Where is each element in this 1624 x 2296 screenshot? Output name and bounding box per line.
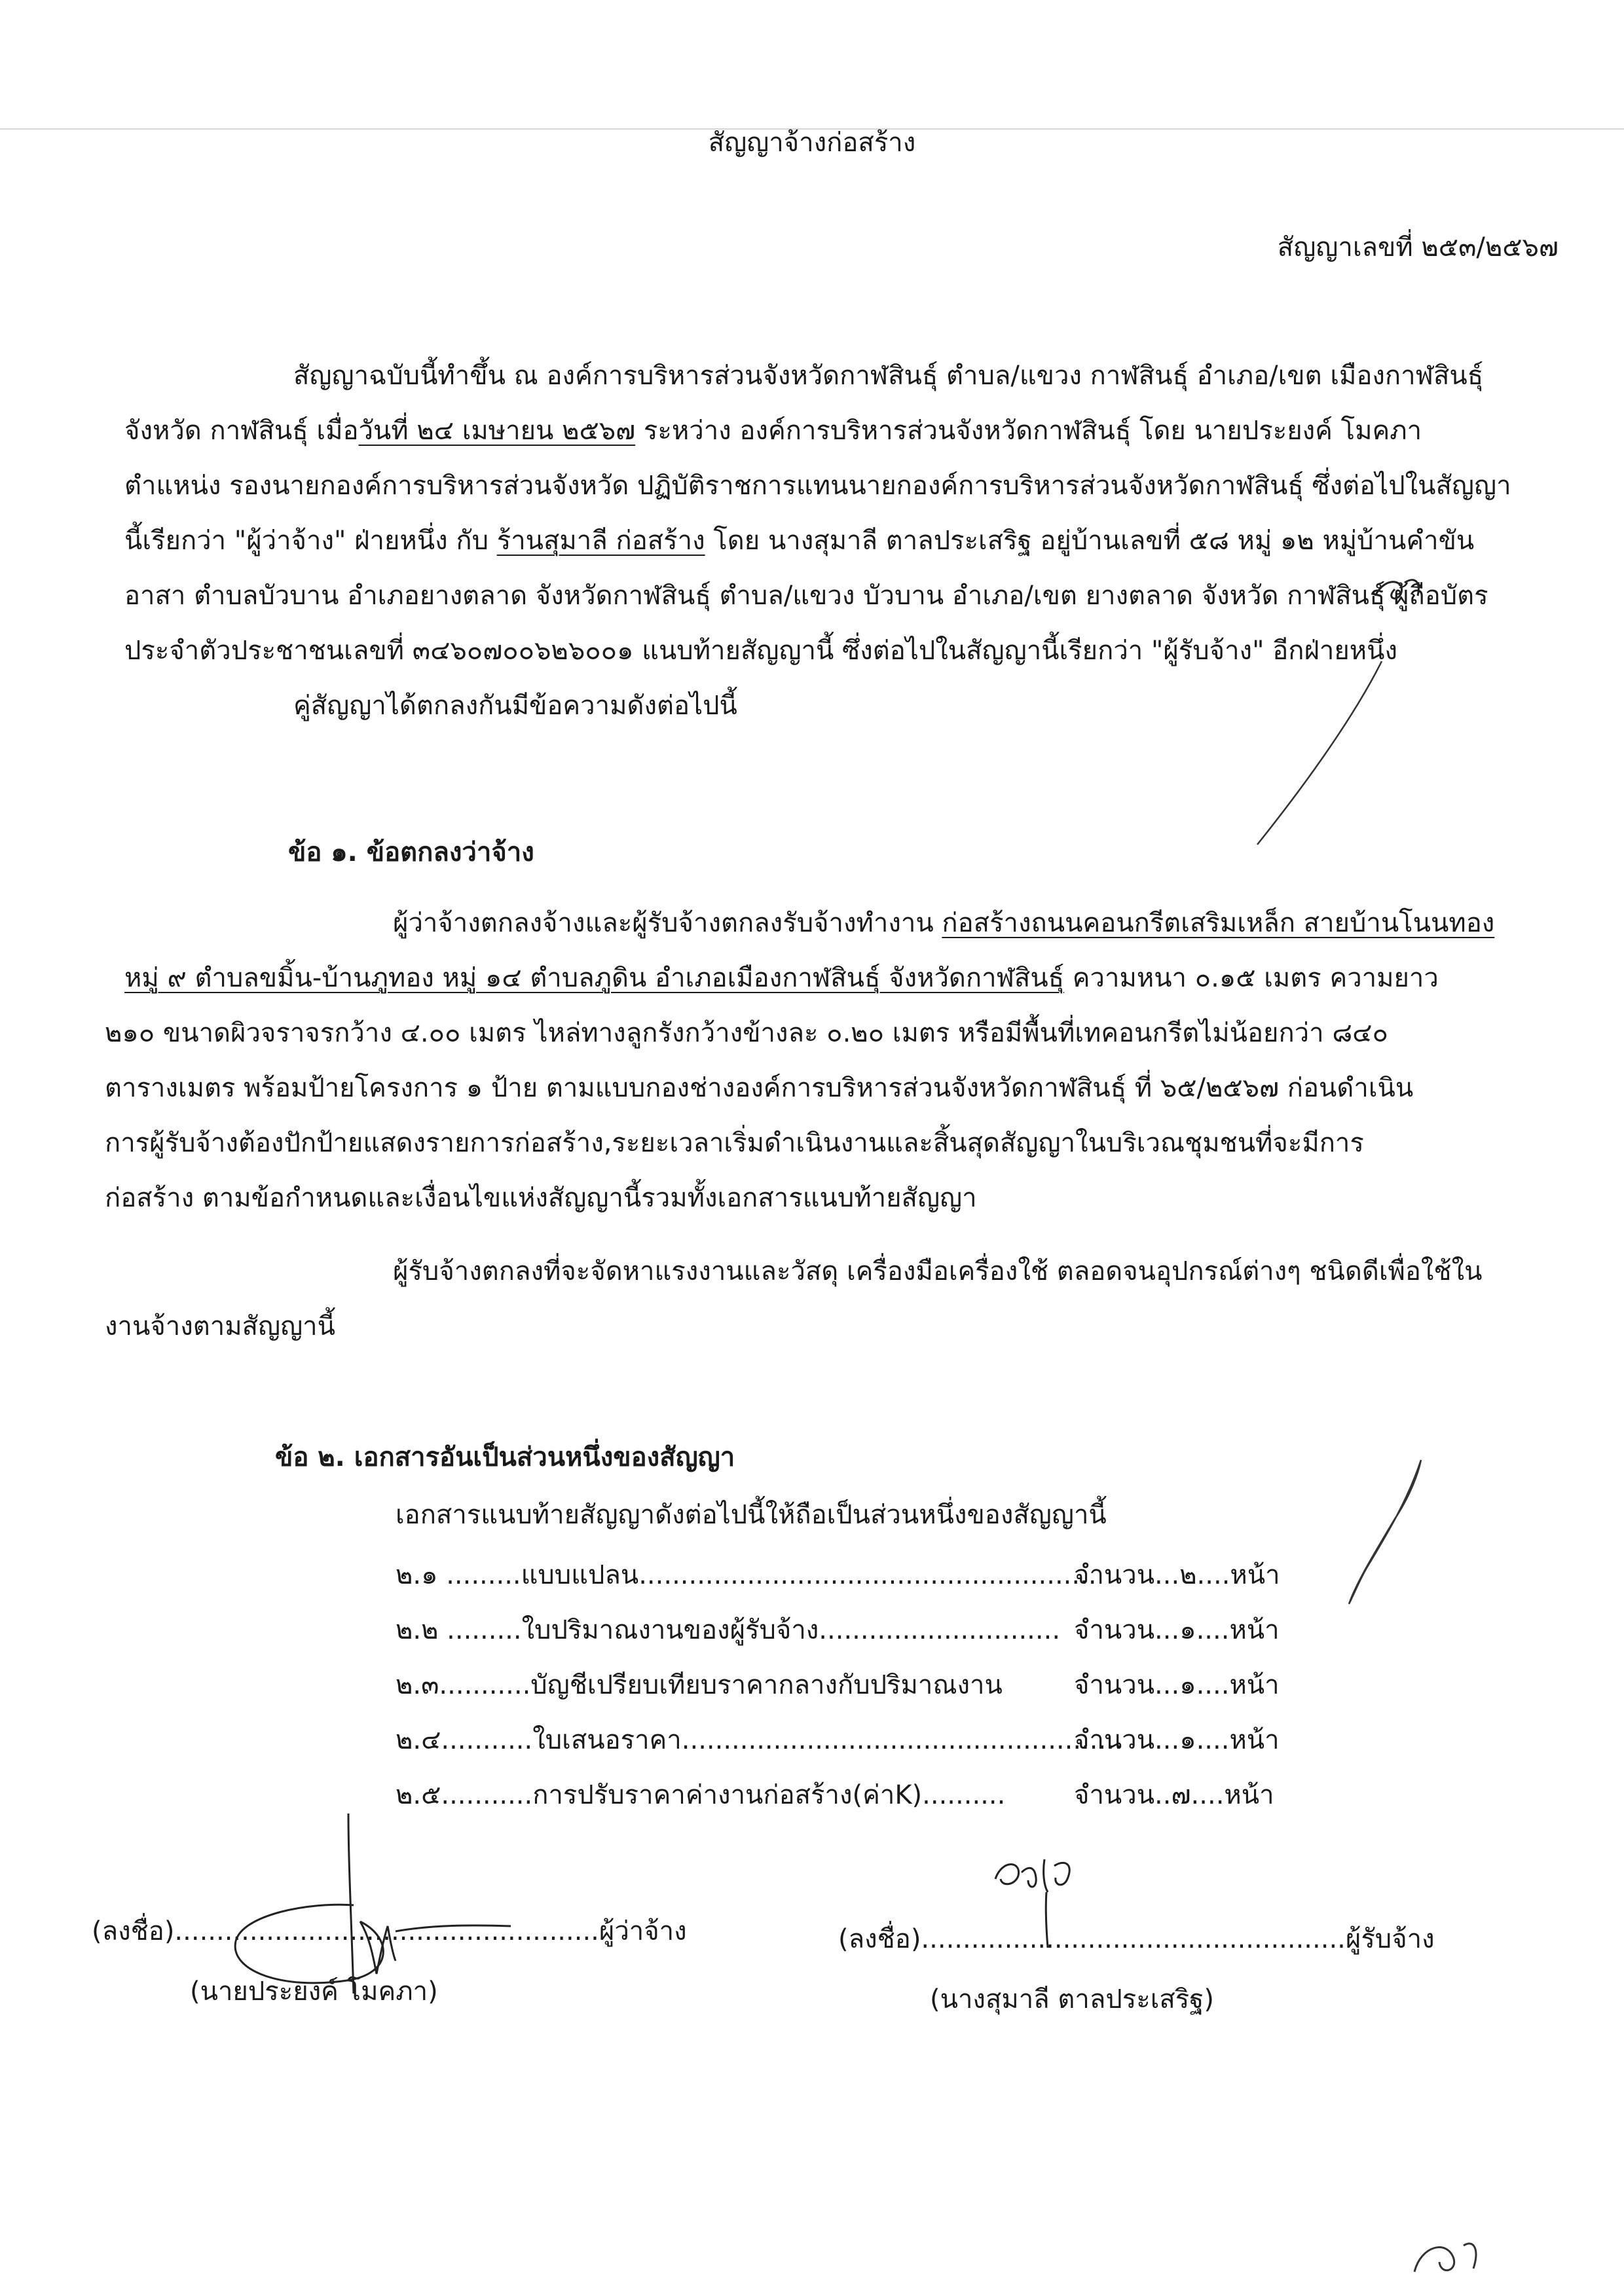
attachment-item-label: ๒.๔...........ใบเสนอราคา..................................................... [396,1725,1123,1755]
attachment-item-count: จำนวน...๑....หน้า [1074,1725,1280,1755]
contractor-signature-line: (ลงชื่อ)...................................................ผู้รับจ้าง [838,1924,1435,1954]
clause-2-heading: ข้อ ๒. เอกสารอันเป็นส่วนหนึ่งของสัญญา [275,1442,735,1472]
attachment-item-count: จำนวน...๑....หน้า [1074,1615,1280,1645]
contract-date: วันที่ ๒๔ เมษายน ๒๕๖๗ [358,416,636,446]
clause-1-line-4: ตารางเมตร พร้อมป้ายโครงการ ๑ ป้าย ตามแบบกองช่างองค์การบริหารส่วนจังหวัดกาฬสินธุ์ ที่ ๖๕/๒๕๖๗ ก่อนดำเนิน [105,1073,1414,1103]
attachment-item-label: ๒.๓...........บัญชีเปรียบเทียบราคากลางกับปริมาณงาน [396,1670,1003,1700]
clause-2-intro: เอกสารแนบท้ายสัญญาดังต่อไปนี้ให้ถือเป็นส่วนหนึ่งของสัญญานี้ [396,1500,1107,1530]
pen-stroke-mark [1251,655,1388,851]
contractor-name: (นางสุมาลี ตาลประเสริฐ) [930,1984,1214,2014]
contractor-signature-image [982,1846,1113,1951]
preamble-line-5: อาสา ตำบลบัวบาน อำเภอยางตลาด จังหวัดกาฬสินธุ์ ตำบล/แขวง บัวบาน อำเภอ/เขต ยางตลาด จังหวัด กาฬสินธุ์ ผู้ถือบัตร [124,581,1488,611]
document-title: สัญญาจ้างก่อสร้าง [708,128,916,158]
clause-1-line-5: การผู้รับจ้างต้องปักป้ายแสดงรายการก่อสร้าง,ระยะเวลาเริ่มดำเนินงานและสิ้นสุดสัญญาในบริเวณชุมชนที่จะมีการ [105,1128,1364,1158]
clause-1-heading: ข้อ ๑. ข้อตกลงว่าจ้าง [288,837,534,867]
preamble-line-7: คู่สัญญาได้ตกลงกันมีข้อความดังต่อไปนี้ [293,691,737,721]
attachment-item-label: ๒.๕...........การปรับราคาค่างานก่อสร้าง(ค่าK).......... [396,1780,1006,1810]
initials-mark [1369,570,1428,622]
preamble-line-1: สัญญาฉบับนี้ทำขึ้น ณ องค์การบริหารส่วนจังหวัดกาฬสินธุ์ ตำบล/แขวง กาฬสินธุ์ อำเภอ/เขต เมืองกาฬสินธุ์ [293,361,1484,391]
clause-1-line-7: ผู้รับจ้างตกลงที่จะจัดหาแรงงานและวัสดุ เครื่องมือเครื่องใช้ ตลอดจนอุปกรณ์ต่างๆ ชนิดดีเพื่อใช้ใน [393,1256,1483,1286]
employer-designation: นี้เรียกว่า "ผู้ว่าจ้าง" ฝ่ายหนึ่ง กับ [124,526,497,556]
project-thickness: ความหนา ๐.๑๕ เมตร ความยาว [1064,963,1439,993]
clause-1-line-1 [393,903,1565,943]
employer-name: (นายประยงค์ โมคภา) [190,1977,438,2007]
attachment-item-label: ๒.๒ .........ใบปริมาณงานของผู้รับจ้าง............................. [396,1615,1061,1645]
contractor-address: โดย นางสุมาลี ตาลประเสริฐ อยู่บ้านเลขที่ ๕๘ หมู่ ๑๒ หมู่บ้านคำขัน [705,526,1475,556]
attachment-item-label: ๒.๑ .........แบบแปลน....................................................... [396,1560,1097,1590]
preamble-parties: ระหว่าง องค์การบริหารส่วนจังหวัดกาฬสินธุ์ โดย นายประยงค์ โมคภา [635,416,1422,446]
attachment-item-count: จำนวน..๗....หน้า [1074,1780,1274,1810]
clause-1-line-3: ๒๑๐ ขนาดผิวจราจรกว้าง ๔.๐๐ เมตร ไหล่ทางลูกรังกว้างข้างละ ๐.๒๐ เมตร หรือมีพื้นที่เทคอนกรีตไม่น้อยกว่า ๘๔๐ [105,1018,1388,1048]
employer-signature-line: (ลงชื่อ)...................................................ผู้ว่าจ้าง [92,1916,687,1946]
preamble-line-4 [124,521,1564,560]
clause-1-line-6: ก่อสร้าง ตามข้อกำหนดและเงื่อนไขแห่งสัญญานี้รวมทั้งเอกสารแนบท้ายสัญญา [105,1183,977,1213]
contract-number: สัญญาเลขที่ ๒๕๓/๒๕๖๗ [1277,232,1559,263]
project-location: หมู่ ๙ ตำบลขมิ้น-บ้านภูทอง หมู่ ๑๔ ตำบลภูดิน อำเภอเมืองกาฬสินธุ์ จังหวัดกาฬสินธุ์ [124,963,1065,993]
clause-1-line-8: งานจ้างตามสัญญานี้ [105,1311,335,1341]
clause-1-intro: ผู้ว่าจ้างตกลงจ้างและผู้รับจ้างตกลงรับจ้างทำงาน [393,908,942,938]
preamble-line-6: ประจำตัวประชาชนเลขที่ ๓๔๖๐๗๐๐๖๒๖๐๐๑ แนบท้ายสัญญานี้ ซึ่งต่อไปในสัญญานี้เรียกว่า "ผู้รับจ้าง" อีกฝ่ายหนึ่ง [124,636,1398,666]
page-scribble-mark [1408,2232,1506,2285]
attachment-item-count: จำนวน...๑....หน้า [1074,1670,1280,1700]
attachment-item-count: จำนวน...๒....หน้า [1074,1560,1280,1590]
preamble-place: จังหวัด กาฬสินธุ์ เมื่อ [124,416,359,446]
contractor-shop-name: ร้านสุมาลี ก่อสร้าง [496,526,705,556]
preamble-line-3: ตำแหน่ง รองนายกองค์การบริหารส่วนจังหวัด ปฏิบัติราชการแทนนายกองค์การบริหารส่วนจังหวัดกาฬสินธุ์ ซึ่งต่อไปในสัญญา [124,471,1511,501]
check-stroke-mark [1336,1453,1428,1611]
preamble-line-2 [124,411,1564,450]
clause-1-line-2 [124,958,1564,998]
project-name: ก่อสร้างถนนคอนกรีตเสริมเหล็ก สายบ้านโนนทอง [942,908,1495,938]
employer-signature-image [196,1807,537,2003]
